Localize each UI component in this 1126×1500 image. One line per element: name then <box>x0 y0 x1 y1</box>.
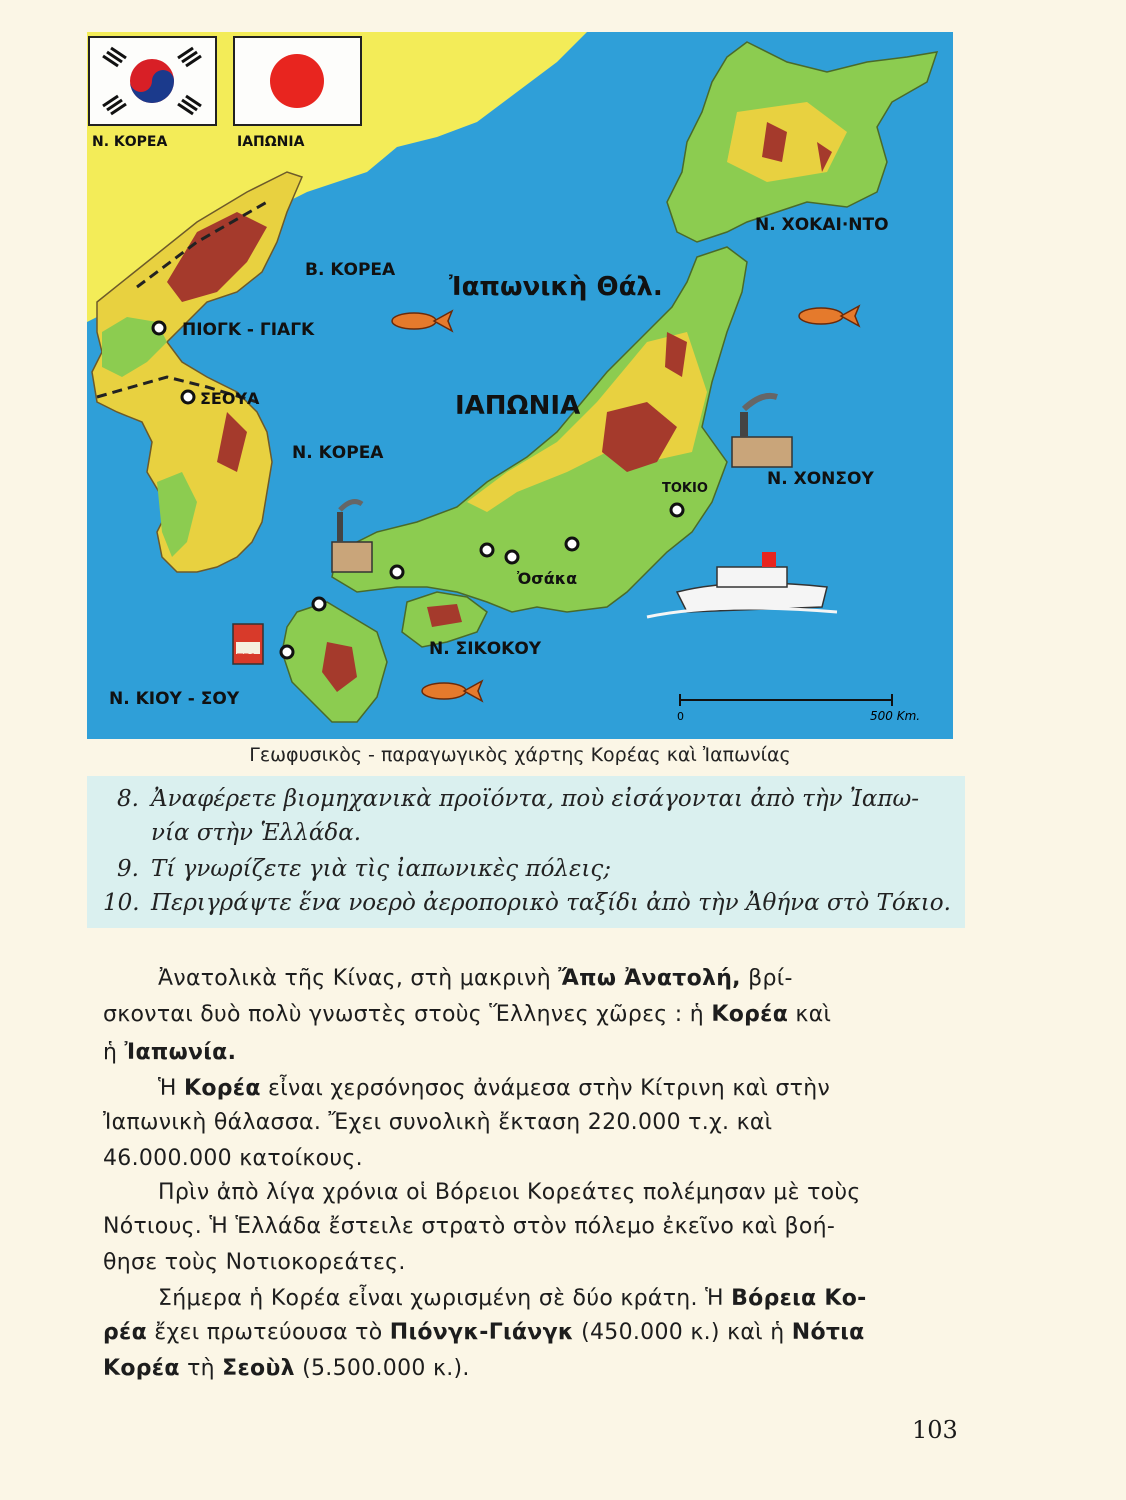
tea-box-label: ΤΕΑ <box>237 653 257 663</box>
question-number: 8. <box>117 786 139 812</box>
flag-south-korea <box>89 37 216 125</box>
label-japan-sea: Ἰαπωνικὴ Θάλ. <box>449 272 663 302</box>
label-shikoku: Ν. ΣΙΚΟΚΟΥ <box>429 639 542 659</box>
question-text: Περιγράψτε ἕνα νοερὸ ἀεροπορικὸ ταξίδι ἀπὸ τὴν Ἀθήνα στὸ Τόκιο. <box>151 890 951 916</box>
label-south-korea: Ν. ΚΟΡΕΑ <box>292 443 384 463</box>
paragraph-line: Ἰαπωνικὴ θάλασσα. Ἔχει συνολικὴ ἔκταση 220.000 τ.χ. καὶ <box>103 1110 773 1135</box>
paragraph-line: θησε τοὺς Νοτιοκορεάτες. <box>103 1250 406 1275</box>
scale-label: 500 Km. <box>870 709 921 723</box>
flag-japan <box>234 37 361 125</box>
paragraph-line: Ἀνατολικὰ τῆς Κίνας, στὴ μακρινὴ Ἄπω Ἀνατολή, βρί- <box>158 966 793 991</box>
label-osaka: Ὀσάκα <box>517 569 578 588</box>
city-marker-pyongyang <box>153 322 165 334</box>
flag-label-japan: ΙΑΠΩΝΙΑ <box>237 134 305 150</box>
flag-label-south-korea: Ν. ΚΟΡΕΑ <box>92 134 168 150</box>
paragraph-line: Ἡ Κορέα εἶναι χερσόνησος ἀνάμεσα στὴν Κίτρινη καὶ στὴν <box>158 1076 831 1101</box>
label-japan: ΙΑΠΩΝΙΑ <box>455 391 581 421</box>
paragraph-line: ρέα ἔχει πρωτεύουσα τὸ Πιόνγκ-Γιάνγκ (450.000 κ.) καὶ ἡ Νότια <box>103 1320 865 1345</box>
paragraph-line: 46.000.000 κατοίκους. <box>103 1146 363 1171</box>
city-marker-osaka <box>506 551 518 563</box>
korea-japan-map <box>87 32 953 739</box>
label-hokkaido: Ν. ΧΟΚΑΙ·ΝΤΟ <box>755 215 889 235</box>
paragraph-line: Νότιους. Ἡ Ἑλλάδα ἔστειλε στρατὸ στὸν πόλεμο ἐκεῖνο καὶ βοή- <box>103 1214 836 1239</box>
city-marker <box>391 566 403 578</box>
scale-zero-label: 0 <box>677 710 684 723</box>
city-marker-seoul <box>182 391 194 403</box>
map-caption: Γεωφυσικὸς - παραγωγικὸς χάρτης Κορέας καὶ Ἰαπωνίας <box>249 744 791 766</box>
question-number: 10. <box>103 890 140 916</box>
paragraph-line: σκονται δυὸ πολὺ γνωστὲς στοὺς Ἕλληνες χῶρες : ἡ Κορέα καὶ <box>103 1002 832 1027</box>
question-text-continued: νία στὴν Ἑλλάδα. <box>151 820 362 846</box>
questions-box <box>87 776 965 928</box>
paragraph-line: ἡ Ἰαπωνία. <box>103 1040 237 1065</box>
city-marker <box>566 538 578 550</box>
label-honshu: Ν. ΧΟΝΣΟΥ <box>767 469 874 489</box>
paragraph-line: Κορέα τὴ Σεοὺλ (5.500.000 κ.). <box>103 1356 470 1381</box>
label-north-korea: Β. ΚΟΡΕΑ <box>305 260 396 280</box>
question-item <box>103 890 951 916</box>
question-text: Τί γνωρίζετε γιὰ τὶς ἰαπωνικὲς πόλεις; <box>151 856 611 882</box>
label-tokyo: ΤΟΚΙΟ <box>662 481 708 496</box>
city-marker-tokyo <box>671 504 683 516</box>
question-number: 9. <box>117 856 139 882</box>
page-number: 103 <box>912 1416 958 1444</box>
label-seoul: ΣΕΟΥΛ <box>200 389 260 408</box>
question-text: Ἀναφέρετε βιομηχανικὰ προϊόντα, ποὺ εἰσάγονται ἀπὸ τὴν Ἰαπω- <box>151 786 920 812</box>
paragraph-line: Σήμερα ἡ Κορέα εἶναι χωρισμένη σὲ δύο κράτη. Ἡ Βόρεια Κο- <box>158 1286 867 1311</box>
city-marker <box>481 544 493 556</box>
question-item <box>103 786 919 812</box>
city-marker <box>313 598 325 610</box>
city-marker <box>281 646 293 658</box>
paragraph-line: Πρὶν ἀπὸ λίγα χρόνια οἱ Βόρειοι Κορεάτες πολέμησαν μὲ τοὺς <box>158 1180 861 1205</box>
label-kyushu: Ν. ΚΙΟΥ - ΣΟΥ <box>109 689 240 709</box>
label-pyongyang: ΠΙΟΓΚ - ΓΙΑΓΚ <box>182 320 315 340</box>
question-item <box>103 856 611 882</box>
